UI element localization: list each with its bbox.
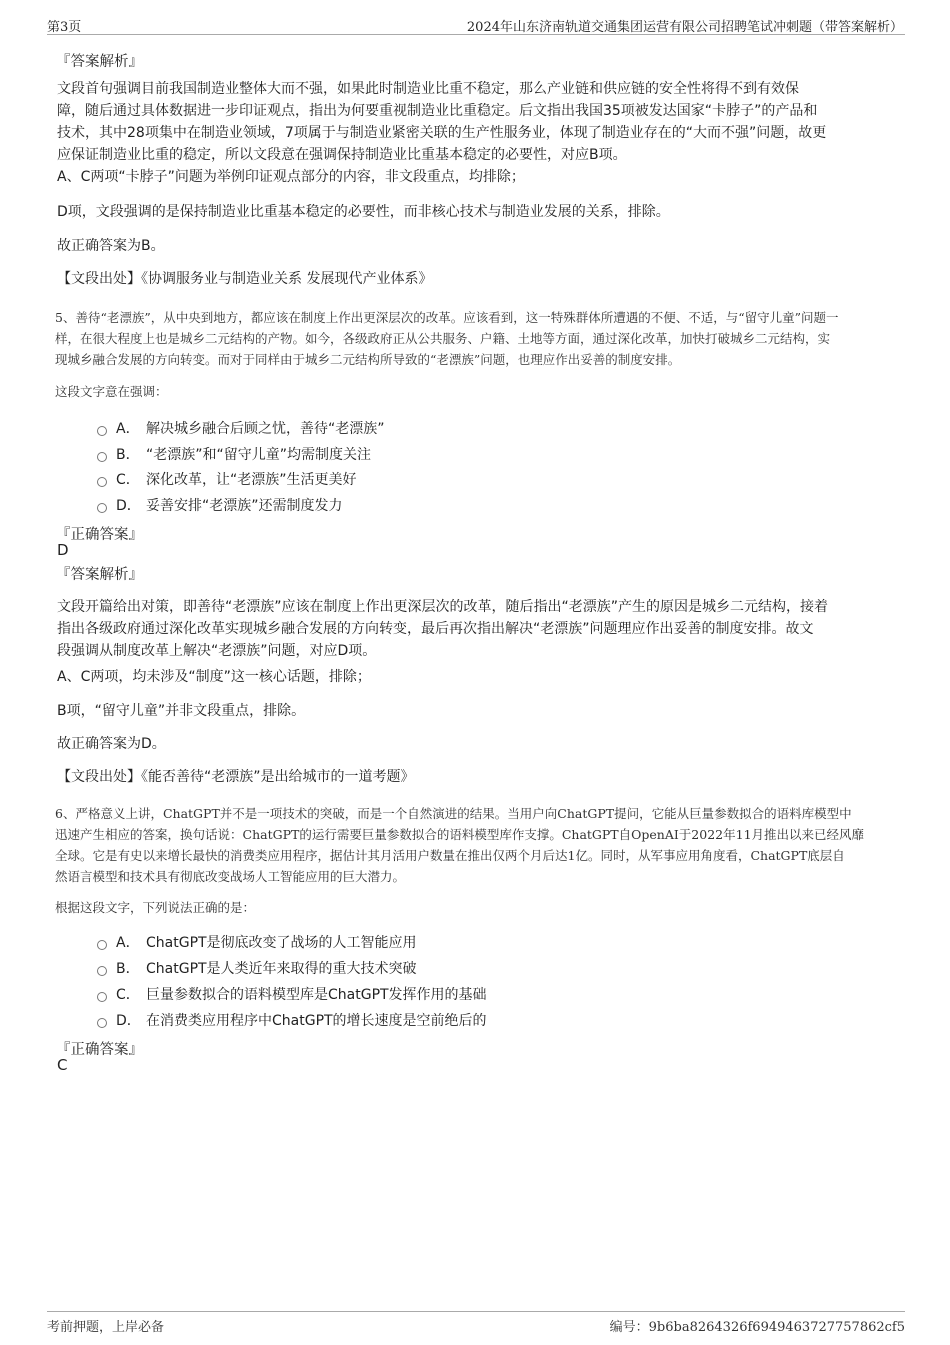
q4-elimination-1: A、C两项“卡脖子”问题为举例印证观点部分的内容，非文段重点，均排除； — [57, 169, 525, 185]
analysis-line: 文段开篇给出对策，即善待“老漂族”应该在制度上作出更深层次的改革，随后指出“老漂族”产生的原因是城乡二元结构，接着 — [57, 599, 829, 615]
stem-line: 然语言模型和技术具有彻底改变战场人工智能应用的巨大潜力。 — [55, 869, 406, 884]
q6-answer-label: 『正确答案』 — [56, 1042, 143, 1058]
option-text: 在消费类应用程序中ChatGPT的增长速度是空前绝后的 — [146, 1013, 487, 1029]
q5-option-b[interactable] — [97, 444, 371, 464]
q5-elimination-2: B项，“留守儿童”并非文段重点，排除。 — [57, 703, 306, 719]
option-letter: D． — [116, 498, 141, 514]
option-letter: D． — [116, 1013, 141, 1029]
page-number: 第3页 — [47, 20, 82, 35]
q5-analysis-label: 『答案解析』 — [56, 567, 143, 583]
q4-analysis — [57, 78, 826, 166]
analysis-line: 文段首句强调目前我国制造业整体大而不强，如果此时制造业比重不稳定，那么产业链和供应链的安全性将得不到有效保 — [57, 81, 799, 97]
q5-option-d[interactable] — [97, 495, 343, 515]
page-footer — [47, 1311, 905, 1335]
q6-option-a[interactable] — [97, 932, 417, 952]
option-text: 解决城乡融合后顾之忧，善待“老漂族” — [146, 421, 385, 437]
option-text: ChatGPT是彻底改变了战场的人工智能应用 — [146, 935, 417, 951]
q4-conclusion: 故正确答案为B。 — [57, 238, 165, 254]
option-text: 深化改革，让“老漂族”生活更美好 — [146, 472, 357, 488]
q5-stem — [55, 307, 839, 370]
page-header — [47, 12, 905, 35]
document-code — [610, 1316, 905, 1335]
analysis-line: 障，随后通过具体数据进一步印证观点，指出为何要重视制造业比重稳定。后文指出我国35项被发达国家“卡脖子”的产品和 — [57, 103, 818, 119]
option-text: ChatGPT是人类近年来取得的重大技术突破 — [146, 961, 417, 977]
analysis-line: 段强调从制度改革上解决“老漂族”问题，对应D项。 — [57, 643, 377, 659]
q5-elimination-1: A、C两项，均未涉及“制度”这一核心话题，排除； — [57, 669, 371, 685]
stem-line: 6、严格意义上讲，ChatGPT并不是一项技术的突破，而是一个自然演进的结果。当用户向ChatGPT提问，它能从巨量参数拟合的语料库模型中 — [55, 806, 852, 821]
option-text: 妥善安排“老漂族”还需制度发力 — [146, 498, 343, 514]
q5-option-c[interactable] — [97, 469, 357, 489]
option-letter: B． — [116, 447, 140, 463]
option-letter: A． — [116, 935, 140, 951]
radio-icon[interactable] — [97, 1018, 107, 1028]
option-text: “老漂族”和“留守儿童”均需制度关注 — [146, 447, 372, 463]
stem-line: 现城乡融合发展的方向转变。而对于同样由于城乡二元结构所导致的“老漂族”问题，也理应作出妥善的制度安排。 — [55, 352, 681, 367]
radio-icon[interactable] — [97, 503, 107, 513]
q5-answer-label: 『正确答案』 — [56, 527, 143, 543]
option-letter: A． — [116, 421, 140, 437]
radio-icon[interactable] — [97, 966, 107, 976]
document-title: 2024年山东济南轨道交通集团运营有限公司招聘笔试冲刺题（带答案解析） — [466, 20, 903, 35]
q4-analysis-label: 『答案解析』 — [56, 54, 143, 70]
q4-elimination-2: D项，文段强调的是保持制造业比重基本稳定的必要性，而非核心技术与制造业发展的关系，排除。 — [57, 204, 670, 220]
radio-icon[interactable] — [97, 452, 107, 462]
code-label: 编号： — [609, 1320, 649, 1335]
analysis-line: 应保证制造业比重的稳定，所以文段意在强调保持制造业比重基本稳定的必要性，对应B项。 — [57, 147, 627, 163]
q5-conclusion: 故正确答案为D。 — [57, 736, 166, 752]
radio-icon[interactable] — [97, 992, 107, 1002]
q5-analysis — [57, 596, 828, 662]
q4-source: 【文段出处】《协调服务业与制造业关系 发展现代产业体系》 — [57, 271, 433, 287]
analysis-line: 技术，其中28项集中在制造业领域，7项属于与制造业紧密关联的生产性服务业，体现了制造业存在的“大而不强”问题，故更 — [57, 125, 827, 141]
analysis-line: 指出各级政府通过深化改革实现城乡融合发展的方向转变，最后再次指出解决“老漂族”问题理应作出妥善的制度安排。故文 — [57, 621, 814, 637]
q6-option-b[interactable] — [97, 958, 417, 978]
option-letter: C． — [116, 472, 140, 488]
q5-source: 【文段出处】《能否善待“老漂族”是出给城市的一道考题》 — [57, 769, 415, 785]
stem-line: 迅速产生相应的答案，换句话说：ChatGPT的运行需要巨量参数拟合的语料模型库作支撑。ChatGPT自OpenAI于2022年11月推出以来已经风靡 — [55, 827, 865, 842]
option-text: 巨量参数拟合的语料模型库是ChatGPT发挥作用的基础 — [146, 987, 487, 1003]
q6-option-d[interactable] — [97, 1010, 487, 1030]
q5-question: 这段文字意在强调： — [55, 384, 168, 399]
radio-icon[interactable] — [97, 477, 107, 487]
q5-option-a[interactable] — [97, 418, 385, 438]
stem-line: 全球。它是有史以来增长最快的消费类应用程序，据估计其月活用户数量在推出仅两个月后达1亿。同时，从军事应用角度看，ChatGPT底层自 — [55, 848, 845, 863]
stem-line: 5、善待“老漂族”，从中央到地方，都应该在制度上作出更深层次的改革。应该看到，这一特殊群体所遭遇的不便、不适，与“留守儿童”问题一 — [55, 310, 839, 325]
code-value: 9b6ba8264326f6949463727757862cf5 — [648, 1320, 905, 1335]
radio-icon[interactable] — [97, 940, 107, 950]
radio-icon[interactable] — [97, 426, 107, 436]
stem-line: 样，在很大程度上也是城乡二元结构的产物。如今，各级政府正从公共服务、户籍、土地等方面，通过深化改革，加快打破城乡二元结构，实 — [55, 331, 831, 346]
footer-slogan: 考前押题，上岸必备 — [47, 1320, 165, 1335]
option-letter: B． — [116, 961, 140, 977]
q6-question: 根据这段文字，下列说法正确的是： — [55, 900, 256, 915]
q5-answer: D — [57, 541, 69, 559]
option-letter: C． — [116, 987, 140, 1003]
q6-option-c[interactable] — [97, 984, 487, 1004]
q6-answer: C — [57, 1056, 68, 1074]
q6-stem — [55, 803, 864, 887]
